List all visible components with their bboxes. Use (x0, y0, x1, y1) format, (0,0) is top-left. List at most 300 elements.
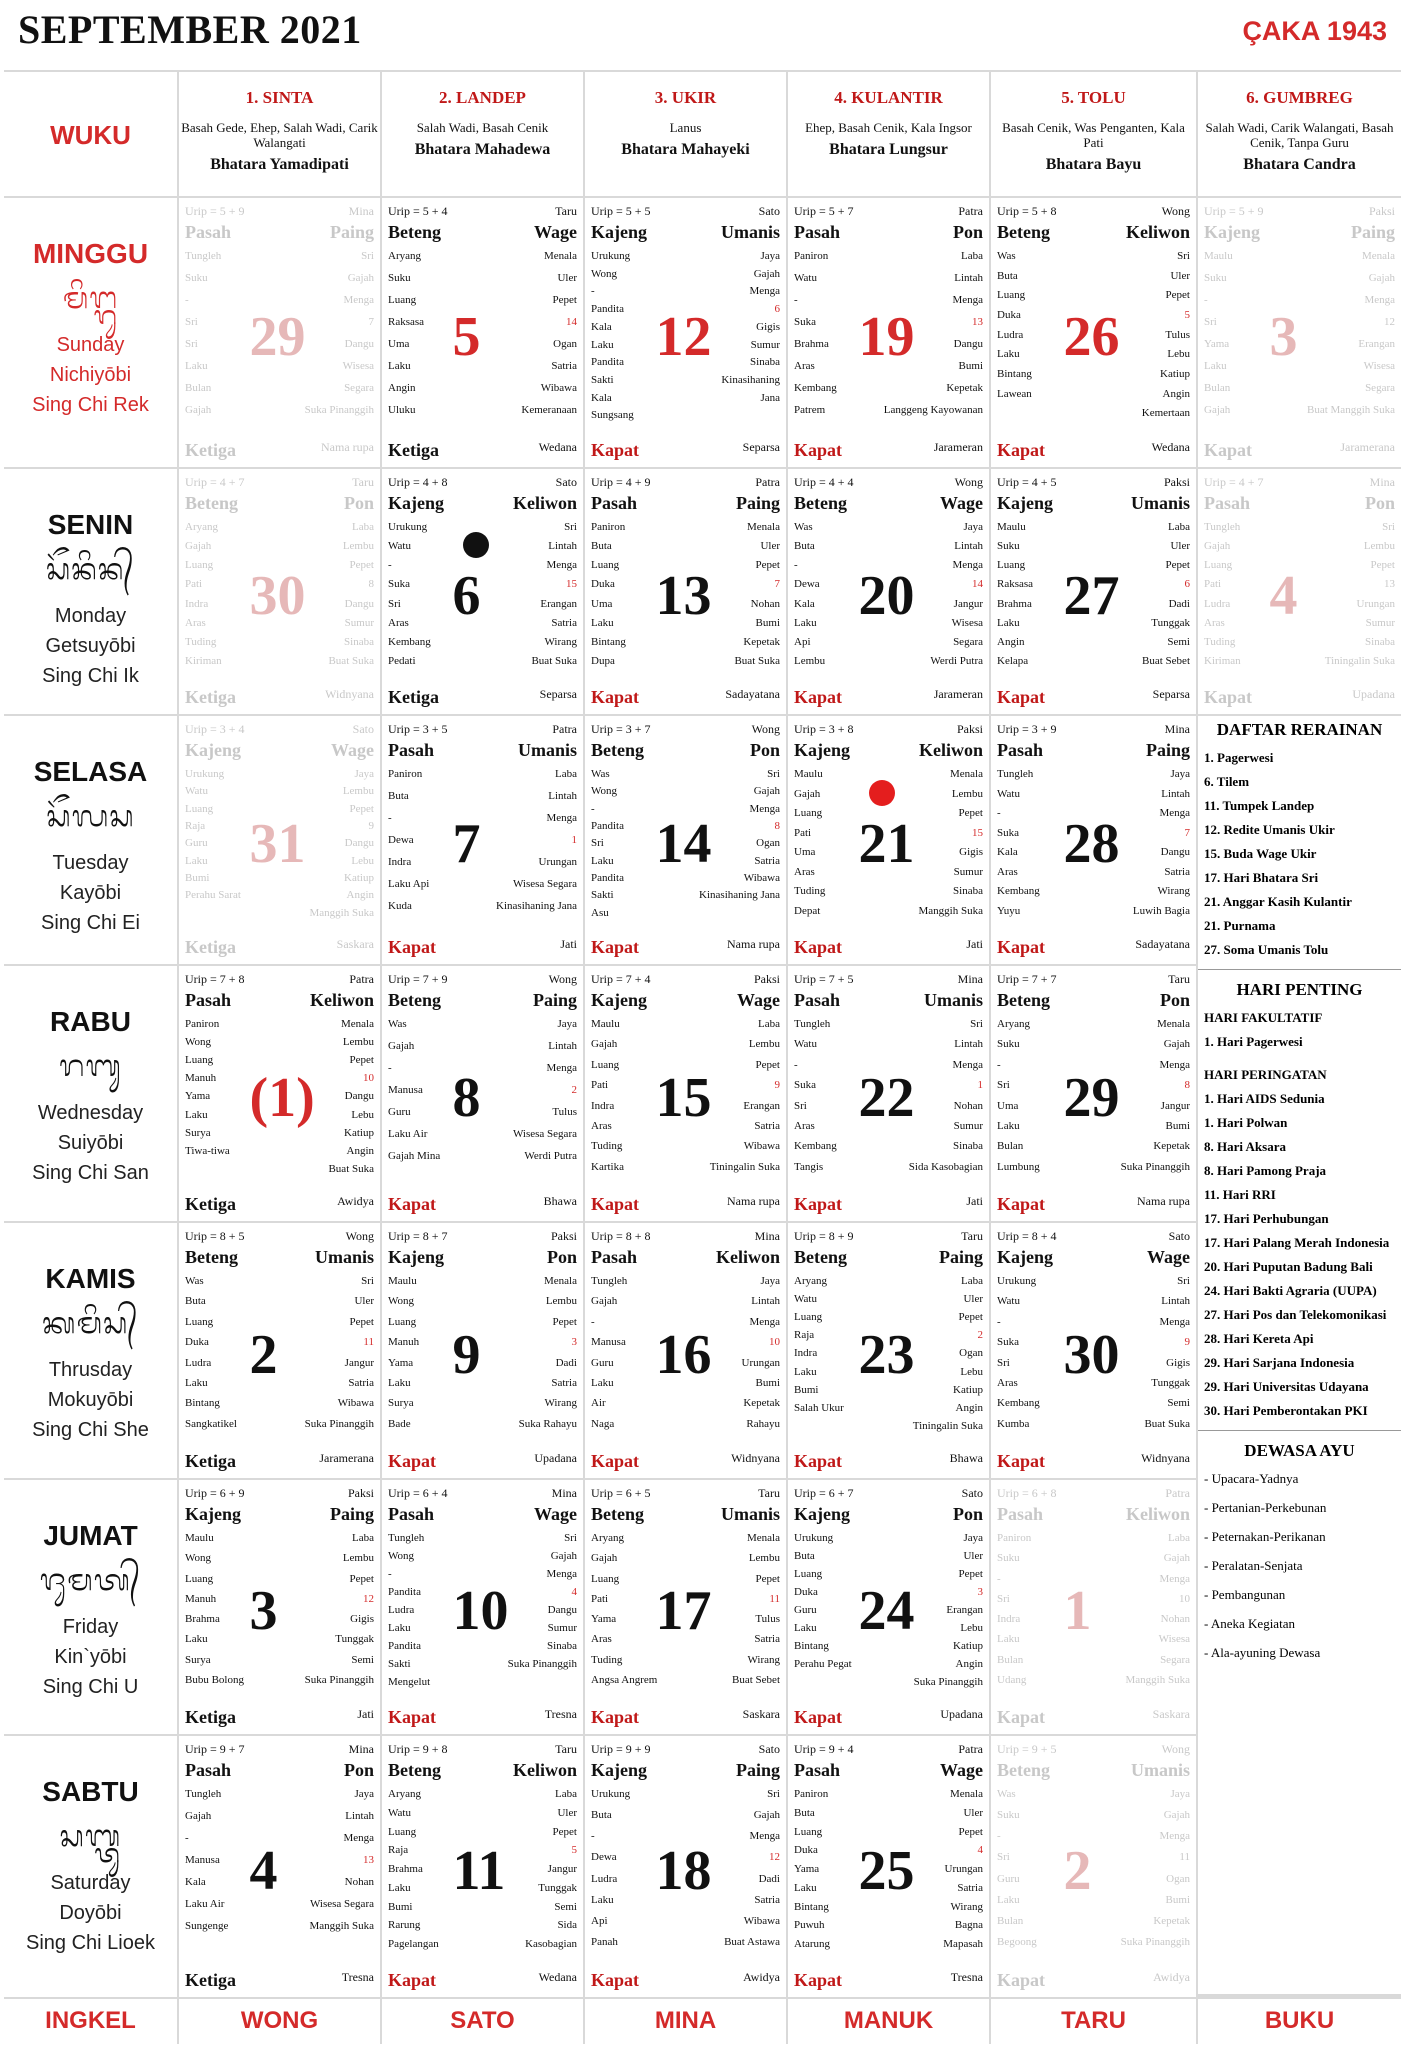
left-item: Ludra (388, 1604, 415, 1616)
wuku-urip: Basah Cenik, Was Penganten, Kala Pati (1002, 120, 1185, 150)
triwara: Kapat (388, 1970, 437, 1990)
left-item: Watu (388, 540, 411, 553)
day-label (4, 469, 177, 714)
left-item: Indra (997, 1613, 1021, 1625)
left-item: - (591, 1830, 595, 1843)
left-item: Wong (185, 1552, 212, 1565)
cell-urip-row (794, 1486, 983, 1501)
sadwara: Keliwon (715, 1247, 780, 1267)
pancawara: Beteng (794, 493, 847, 513)
left-item: Gajah (185, 1810, 212, 1822)
left-item: Tungleh (997, 768, 1034, 780)
left-item: Luang (388, 1315, 417, 1328)
date-cell (382, 716, 583, 964)
left-item: Kala (185, 1876, 206, 1888)
footer-label: SATO (382, 1999, 583, 2044)
left-item: Urukung (997, 1275, 1037, 1287)
right-item: Erangan (540, 597, 577, 610)
left-item: Laku (794, 1622, 817, 1634)
dewasa: Jaramerana (1340, 440, 1395, 454)
left-item: Guru (794, 1604, 817, 1616)
right-item: Lebu (1167, 348, 1190, 361)
dewasa: Separsa (1152, 687, 1190, 701)
left-item: Paniron (591, 521, 626, 533)
wuku-header (585, 72, 786, 196)
right-item: 1 (977, 1079, 983, 1092)
left-item: Laku Api (388, 878, 430, 890)
left-item: Raksasa (997, 578, 1034, 591)
left-item: Pati (1204, 578, 1222, 591)
left-item: Angin (388, 382, 416, 394)
left-item: Laku (388, 1881, 411, 1894)
left-item: Bade (388, 1417, 411, 1430)
right-item: Sumur (953, 865, 983, 878)
right-item: Lintah (548, 540, 577, 553)
left-item: - (1204, 294, 1208, 306)
right-item: Pepet (349, 1572, 374, 1585)
pancawara: Kajeng (591, 1760, 647, 1780)
right-item: 3 (977, 1586, 983, 1598)
dewasa-item: - Peternakan-Perikanan (1204, 1529, 1326, 1544)
cell-bottom-row (1204, 440, 1395, 461)
left-item: Udang (997, 1673, 1027, 1686)
ingkel: Mina (754, 1229, 780, 1243)
left-item: Laku (388, 1376, 411, 1389)
wuku-name: 3. UKIR (654, 88, 717, 107)
right-item: Menga (546, 559, 577, 572)
left-item: Luang (794, 807, 823, 819)
left-item: - (997, 807, 1001, 819)
left-item: Aras (794, 360, 815, 372)
day-english: Sunday (56, 334, 125, 356)
right-item: 12 (769, 1851, 780, 1864)
wuku-god: Bhatara Lungsur (829, 141, 948, 158)
ingkel: Mina (348, 1742, 374, 1756)
day-japanese: Kayōbi (59, 882, 122, 904)
cell-pancawara-row (997, 990, 1190, 1011)
left-item: Pati (794, 826, 812, 839)
left-item: - (997, 1315, 1001, 1328)
day-label (4, 1480, 177, 1734)
date-cell (179, 1736, 380, 1997)
right-item: Menga (952, 559, 983, 572)
left-item: Uma (388, 338, 410, 350)
date-number: 16 (655, 1323, 712, 1386)
right-item: Dangu (344, 1090, 374, 1103)
left-item: Sri (185, 338, 198, 350)
right-item: Wisesa (342, 360, 374, 372)
month-title: SEPTEMBER 2021 (18, 7, 362, 52)
ingkel: Taru (1168, 972, 1190, 986)
left-item: Aryang (185, 521, 218, 533)
right-item: Tiningalin Suka (1324, 654, 1395, 667)
sadwara: Paing (1350, 222, 1395, 242)
cell-urip-row (185, 972, 374, 987)
left-item: Suka (388, 578, 410, 591)
right-item: Angin (346, 1144, 374, 1157)
right-item: Uler (557, 272, 577, 284)
day-name: JUMAT (43, 1520, 138, 1551)
cell-urip-row (591, 475, 780, 490)
right-item: Langgeng Kayowanan (883, 404, 983, 416)
triwara: Ketiga (185, 1194, 236, 1214)
right-item: Dangu (1160, 846, 1190, 858)
left-item: Paniron (794, 1788, 829, 1800)
ingkel: Paksi (347, 1486, 374, 1500)
date-cell (382, 198, 583, 467)
right-item: Suka Pinanggih (304, 1673, 374, 1686)
cell-pancawara-row (591, 222, 780, 243)
right-item: Suka Pinanggih (913, 1676, 983, 1688)
cell-bottom-row (388, 937, 577, 958)
left-item: Sri (591, 837, 604, 850)
right-item: Jangur (953, 597, 983, 610)
ingkel: Taru (352, 475, 374, 489)
left-item: Lembu (794, 654, 826, 667)
right-item: Dangu (344, 837, 374, 850)
right-item: Sri (564, 521, 577, 533)
wuku-urip: Ehep, Basah Cenik, Kala Ingsor (805, 120, 972, 135)
right-item: 15 (566, 578, 577, 591)
right-item: Dangu (547, 1604, 577, 1616)
right-item: 11 (1179, 1851, 1190, 1864)
triwara: Kapat (388, 1707, 437, 1727)
cell-urip-row (997, 1486, 1190, 1501)
left-item: Uma (997, 1099, 1019, 1112)
left-item: Asu (591, 906, 609, 919)
pancawara: Pasah (794, 990, 841, 1010)
left-item: Sungsang (591, 409, 634, 422)
left-item: Luang (591, 1058, 620, 1071)
day-balinese: ᬲᬩ᭄ᬢᬸ (59, 1819, 122, 1854)
right-item: 12 (1384, 316, 1395, 328)
left-item: - (591, 802, 595, 815)
left-item: Sri (1204, 316, 1217, 328)
cell-pancawara-row (997, 222, 1190, 243)
left-item: Pandita (591, 303, 624, 316)
wuku-god: Bhatara Candra (1243, 156, 1356, 173)
day-balinese: ᬭᬩᬸ (59, 1049, 122, 1084)
left-item: Bumi (185, 872, 210, 884)
dewasa: Saskara (336, 937, 374, 951)
right-item: Sri (767, 768, 780, 780)
date-cell (382, 1223, 583, 1478)
left-item: Suku (997, 540, 1020, 553)
left-item: - (997, 1058, 1001, 1071)
right-item: Laba (555, 1788, 577, 1800)
right-item: Gajah (753, 1809, 780, 1822)
triwara: Kapat (997, 1707, 1046, 1727)
cell-bottom-row (185, 1451, 374, 1472)
right-item: Menga (1159, 807, 1190, 819)
right-item: Pepet (958, 807, 983, 819)
right-item: Jangur (547, 1863, 577, 1876)
urip: Urip = 7 + 9 (388, 972, 448, 986)
right-item: Pepet (755, 1058, 780, 1071)
cell-urip-row (997, 1742, 1190, 1757)
footer-label: TARU (991, 1999, 1196, 2044)
left-item: Aras (794, 1119, 815, 1132)
cell-pancawara-row (794, 990, 983, 1011)
left-item: Buta (591, 1809, 612, 1822)
right-item: Dangu (953, 338, 983, 350)
right-item: Gajah (1368, 272, 1395, 284)
dewasa: Bhawa (949, 1451, 983, 1465)
dewasa: Saskara (1152, 1707, 1190, 1721)
left-item: Kala (591, 320, 612, 333)
left-item: Luang (997, 289, 1026, 302)
right-item: Menga (749, 1315, 780, 1328)
left-item: Pati (591, 1079, 609, 1092)
left-item: Laku (997, 616, 1020, 629)
cell-pancawara-row (185, 222, 374, 243)
ingkel: Taru (555, 1742, 577, 1756)
left-item: Paniron (997, 1532, 1032, 1544)
date-cell (585, 198, 786, 467)
right-item: Urungan (1356, 597, 1395, 610)
right-item: Jaya (1170, 1788, 1190, 1800)
date-number: 31 (249, 813, 306, 875)
left-item: Buta (997, 269, 1018, 282)
sadwara: Paing (329, 1504, 374, 1524)
triwara: Kapat (997, 1970, 1046, 1990)
cell-pancawara-row (591, 1504, 780, 1525)
right-item: Suka Pinanggih (507, 1658, 577, 1670)
right-item: Sida (557, 1919, 577, 1932)
right-item: Erangan (1358, 338, 1395, 350)
right-item: Wirang (544, 635, 577, 648)
right-item: Lembu (342, 1552, 374, 1565)
right-item: Semi (1167, 635, 1190, 648)
right-item: Lembu (748, 1552, 780, 1565)
left-item: Tungleh (591, 1275, 628, 1287)
cell-pancawara-row (591, 1247, 780, 1268)
pancawara: Pasah (591, 1247, 638, 1267)
pancawara: Beteng (794, 1247, 847, 1267)
pancawara: Kajeng (1204, 222, 1260, 242)
left-item: Duka (185, 1336, 209, 1349)
date-cell (991, 1736, 1196, 1997)
left-item: Kuda (388, 900, 412, 912)
ingkel: Paksi (1163, 475, 1190, 489)
dewasa: Widnyana (325, 687, 374, 701)
right-item: 10 (363, 1072, 374, 1085)
peringatan-item: 28. Hari Kereta Api (1204, 1331, 1314, 1346)
sadwara: Wage (737, 990, 780, 1010)
left-item: Paniron (388, 768, 423, 780)
date-number: (1) (249, 1066, 315, 1129)
urip: Urip = 9 + 4 (794, 1742, 854, 1756)
right-item: Urungan (741, 1356, 780, 1369)
wuku-header (991, 72, 1196, 196)
right-item: Menga (749, 802, 780, 815)
urip: Urip = 3 + 9 (997, 722, 1057, 736)
right-item: Lintah (548, 1040, 577, 1052)
left-item: Air (591, 1397, 606, 1410)
right-item: Wibawa (743, 1914, 780, 1927)
left-item: Laku (591, 854, 614, 867)
day-japanese: Suiyōbi (57, 1132, 124, 1154)
cell-bottom-row (794, 440, 983, 461)
left-item: Watu (794, 1038, 817, 1051)
right-item: Laba (352, 521, 374, 533)
cell-urip-row (388, 1742, 577, 1757)
cell-urip-row (591, 204, 780, 219)
left-item: Suka (997, 826, 1019, 839)
right-item: Menala (1362, 250, 1395, 262)
cell-urip-row (388, 1229, 577, 1244)
rerainan-item: 11. Tumpek Landep (1204, 798, 1315, 813)
sadwara: Pon (343, 493, 374, 513)
left-item: Panah (591, 1935, 618, 1948)
right-item: 9 (1184, 1336, 1190, 1349)
date-cell (1198, 198, 1401, 467)
right-item: Nohan (953, 1099, 983, 1112)
date-cell (585, 1223, 786, 1478)
fakultatif-title: HARI FAKULTATIF (1204, 1010, 1323, 1025)
left-item: - (185, 1832, 189, 1844)
sadwara: Umanis (923, 990, 983, 1010)
ingkel: Taru (555, 204, 577, 218)
dewasa: Nama rupa (727, 937, 780, 951)
right-item: Lembu (545, 1295, 577, 1308)
left-item: Bintang (997, 368, 1032, 380)
cell-bottom-row (1204, 687, 1395, 708)
cell-urip-row (388, 722, 577, 737)
date-number: 23 (858, 1323, 915, 1386)
sadwara: Pon (1364, 493, 1395, 513)
cell-bottom-row (591, 937, 780, 958)
date-number: 14 (655, 813, 712, 875)
urip: Urip = 9 + 5 (997, 1742, 1057, 1756)
right-item: Tiningalin Suka (709, 1160, 780, 1173)
triwara: Kapat (591, 687, 640, 707)
triwara: Kapat (591, 1194, 640, 1214)
left-item: Manuh (388, 1336, 420, 1349)
right-item: 12 (363, 1592, 374, 1605)
peringatan-item: 24. Hari Bakti Agraria (UUPA) (1204, 1283, 1377, 1298)
left-item: Laku (591, 338, 614, 351)
right-item: Sumur (547, 1622, 577, 1634)
cell-urip-row (185, 204, 374, 219)
left-item: Tuding (794, 885, 826, 897)
day-balinese: ᬲᭂᬮᬲ (46, 799, 135, 834)
day-japanese: Nichiyōbi (49, 364, 132, 386)
left-item: Suka (794, 316, 816, 328)
cell-urip-row (794, 204, 983, 219)
cell-pancawara-row (997, 493, 1190, 514)
dewasa: Sadayatana (1135, 937, 1190, 951)
urip: Urip = 4 + 7 (1204, 475, 1264, 489)
sadwara: Umanis (1130, 1760, 1190, 1780)
right-item: 4 (571, 1586, 577, 1598)
right-item: Kinasihaning Jana (699, 889, 780, 902)
right-item: Laba (555, 768, 577, 780)
right-item: Buat Manggih Suka (1307, 404, 1395, 416)
left-item: Bintang (185, 1397, 220, 1410)
date-number: 5 (452, 305, 481, 368)
right-item: 6 (1184, 578, 1190, 591)
date-cell (179, 966, 380, 1221)
right-item: Sinaba (547, 1640, 577, 1652)
left-item: Kala (794, 597, 815, 610)
right-item: Sri (1177, 250, 1190, 262)
dewasa: Jaramerana (319, 1451, 374, 1465)
cell-bottom-row (388, 687, 577, 708)
pancawara: Beteng (388, 1760, 441, 1780)
left-item: Luang (591, 559, 620, 572)
sadwara: Wage (940, 493, 983, 513)
wuku-header (382, 72, 583, 196)
side-panel (1198, 716, 1401, 1994)
left-item: Raja (388, 1844, 409, 1857)
right-item: Bagna (954, 1919, 983, 1932)
wuku-header-cell (4, 72, 177, 196)
left-item: Angin (997, 635, 1025, 648)
day-name: SABTU (42, 1776, 139, 1807)
pancawara: Pasah (388, 1504, 435, 1524)
left-item: Was (591, 768, 610, 780)
urip: Urip = 5 + 4 (388, 204, 448, 218)
right-item: Sri (361, 1275, 374, 1287)
cell-bottom-row (591, 440, 780, 461)
left-item: Laku (388, 360, 411, 372)
triwara: Kapat (794, 1970, 843, 1990)
left-item: Luang (1204, 559, 1233, 572)
right-item: Jaya (1170, 768, 1190, 780)
right-item: Urungan (944, 1863, 983, 1876)
urip: Urip = 7 + 7 (997, 972, 1057, 986)
right-item: Uler (1170, 540, 1190, 553)
cell-urip-row (997, 475, 1190, 490)
cell-bottom-row (794, 1451, 983, 1472)
cell-bottom-row (388, 1194, 577, 1215)
right-item: Jaya (760, 250, 780, 262)
urip: Urip = 9 + 8 (388, 1742, 448, 1756)
right-item: Katiup (953, 1640, 983, 1652)
left-item: Pati (591, 1592, 609, 1605)
left-item: Guru (997, 1872, 1020, 1885)
rerainan-item: 21. Anggar Kasih Kulantir (1204, 894, 1352, 909)
cell-urip-row (591, 1742, 780, 1757)
new-moon-dot (463, 532, 489, 558)
left-item: Sangkatikel (185, 1417, 237, 1430)
urip: Urip = 7 + 5 (794, 972, 854, 986)
right-item: Pepet (349, 1054, 374, 1067)
dewasa: Wedana (1151, 440, 1190, 454)
right-item: Jangur (344, 1356, 374, 1369)
date-number: 9 (452, 1323, 481, 1386)
triwara: Kapat (794, 687, 843, 707)
urip: Urip = 7 + 8 (185, 972, 245, 986)
pancawara: Beteng (388, 990, 441, 1010)
date-cell (585, 469, 786, 714)
right-item: Uler (1170, 269, 1190, 282)
ingkel: Mina (1164, 722, 1190, 736)
left-item: Luang (185, 1572, 214, 1585)
date-number: 25 (858, 1839, 915, 1902)
urip: Urip = 5 + 9 (1204, 204, 1264, 218)
dewasa: Upadana (534, 1451, 577, 1465)
left-item: Ludra (997, 328, 1024, 341)
caka-year: ÇAKA 1943 (1242, 16, 1387, 46)
left-item: Was (997, 1788, 1016, 1800)
pancawara: Kajeng (388, 493, 444, 513)
right-item: Sumur (953, 1119, 983, 1132)
cell-bottom-row (997, 1707, 1190, 1728)
left-item: Kelapa (997, 654, 1029, 667)
ingkel: Patra (349, 972, 374, 986)
